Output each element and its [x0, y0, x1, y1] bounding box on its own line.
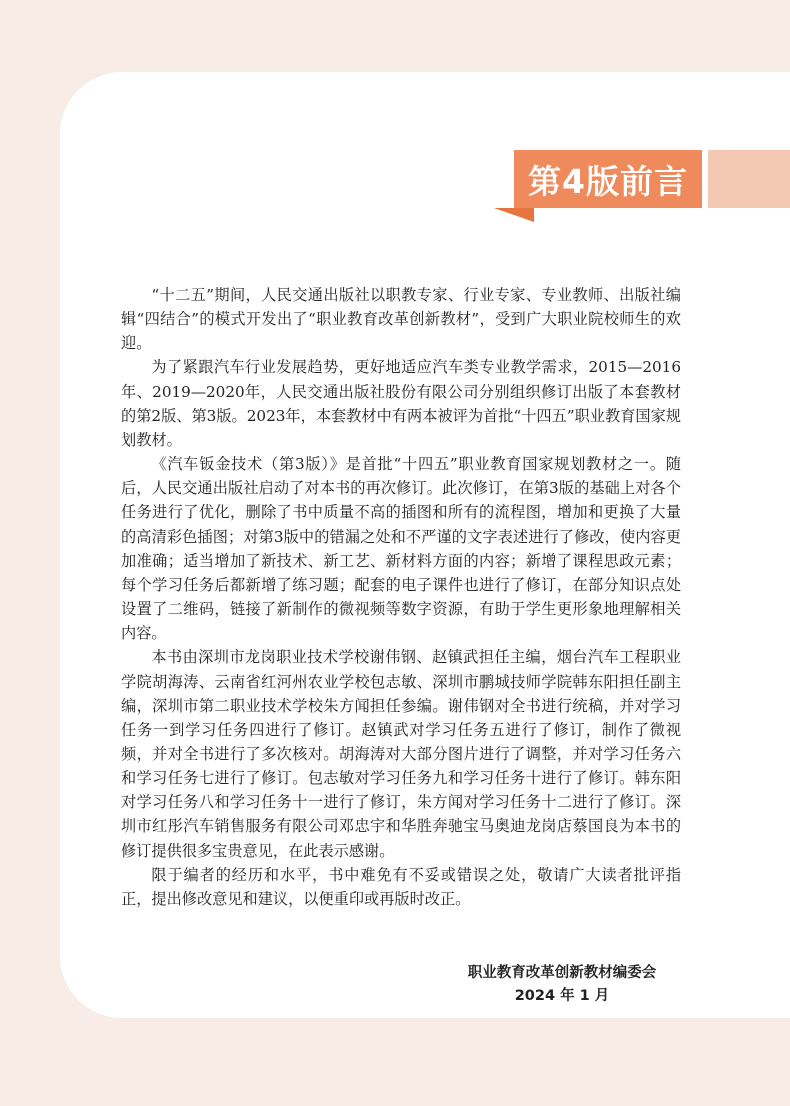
title-banner-tail — [708, 150, 790, 208]
paragraph: 为了紧跟汽车行业发展趋势，更好地适应汽车类专业教学需求，2015—2016年、2019—2020年，人民交通出版社股份有限公司分别组织修订出版了本套教材的第2版、第3版。2023年，本套教材中有两本被评为首批“十四五”职业教育国家规划教材。 — [121, 358, 681, 449]
preface-body — [121, 283, 681, 911]
title-box — [514, 150, 702, 208]
signature-org: 职业教育改革创新教材编委会 — [467, 965, 657, 981]
paragraph: 《汽车钣金技术（第3版）》是首批“十四五”职业教育国家规划教材之一。随后，人民交通出版社启动了对本书的再次修订。此次修订，在第3版的基础上对各个任务进行了优化，删除了书中质量不高的插图和所有的流程图，增加和更换了大量的高清彩色插图；对第3版中的错漏之处和不严谨的文字表述进行了修改，使内容更加准确；适当增加了新技术、新工艺、新材料方面的内容；新增了课程思政元素；每个学习任务后都新增了练习题；配套的电子课件也进行了修订，在部分知识点处设置了二维码，链接了新制作的微视频等数字资源，有助于学生更形象地理解相关内容。 — [121, 455, 681, 643]
title-banner — [494, 150, 790, 208]
signature-date: 2024 年 1 月 — [514, 988, 610, 1004]
page-title: 第4版前言 — [528, 161, 688, 201]
paragraph: 本书由深圳市龙岗职业技术学校谢伟钢、赵镇武担任主编，烟台汽车工程职业学院胡海涛、云南省红河州农业学校包志敏、深圳市鹏城技师学院韩东阳担任副主编，深圳市第二职业技术学校朱方闻担任参编。谢伟钢对全书进行统稿，并对学习任务一到学习任务四进行了修订。赵镇武对学习任务五进行了修订，制作了微视频，并对全书进行了多次核对。胡海涛对大部分图片进行了调整，并对学习任务六和学习任务七进行了修订。包志敏对学习任务九和学习任务十进行了修订。韩东阳对学习任务八和学习任务十一进行了修订，朱方闻对学习任务十二进行了修订。深圳市红彤汽车销售服务有限公司邓忠宇和华胜奔驰宝马奥迪龙岗店蔡国良为本书的修订提供很多宝贵意见，在此表示感谢。 — [121, 648, 681, 860]
paragraph: 限于编者的经历和水平，书中难免有不妥或错误之处，敬请广大读者批评指正，提出修改意见和建议，以便重印或再版时改正。 — [121, 865, 681, 908]
paragraph: “十二五”期间，人民交通出版社以职教专家、行业专家、专业教师、出版社编辑“四结合”的模式开发出了“职业教育改革创新教材”，受到广大职业院校师生的欢迎。 — [121, 286, 681, 353]
signature — [442, 962, 682, 1008]
